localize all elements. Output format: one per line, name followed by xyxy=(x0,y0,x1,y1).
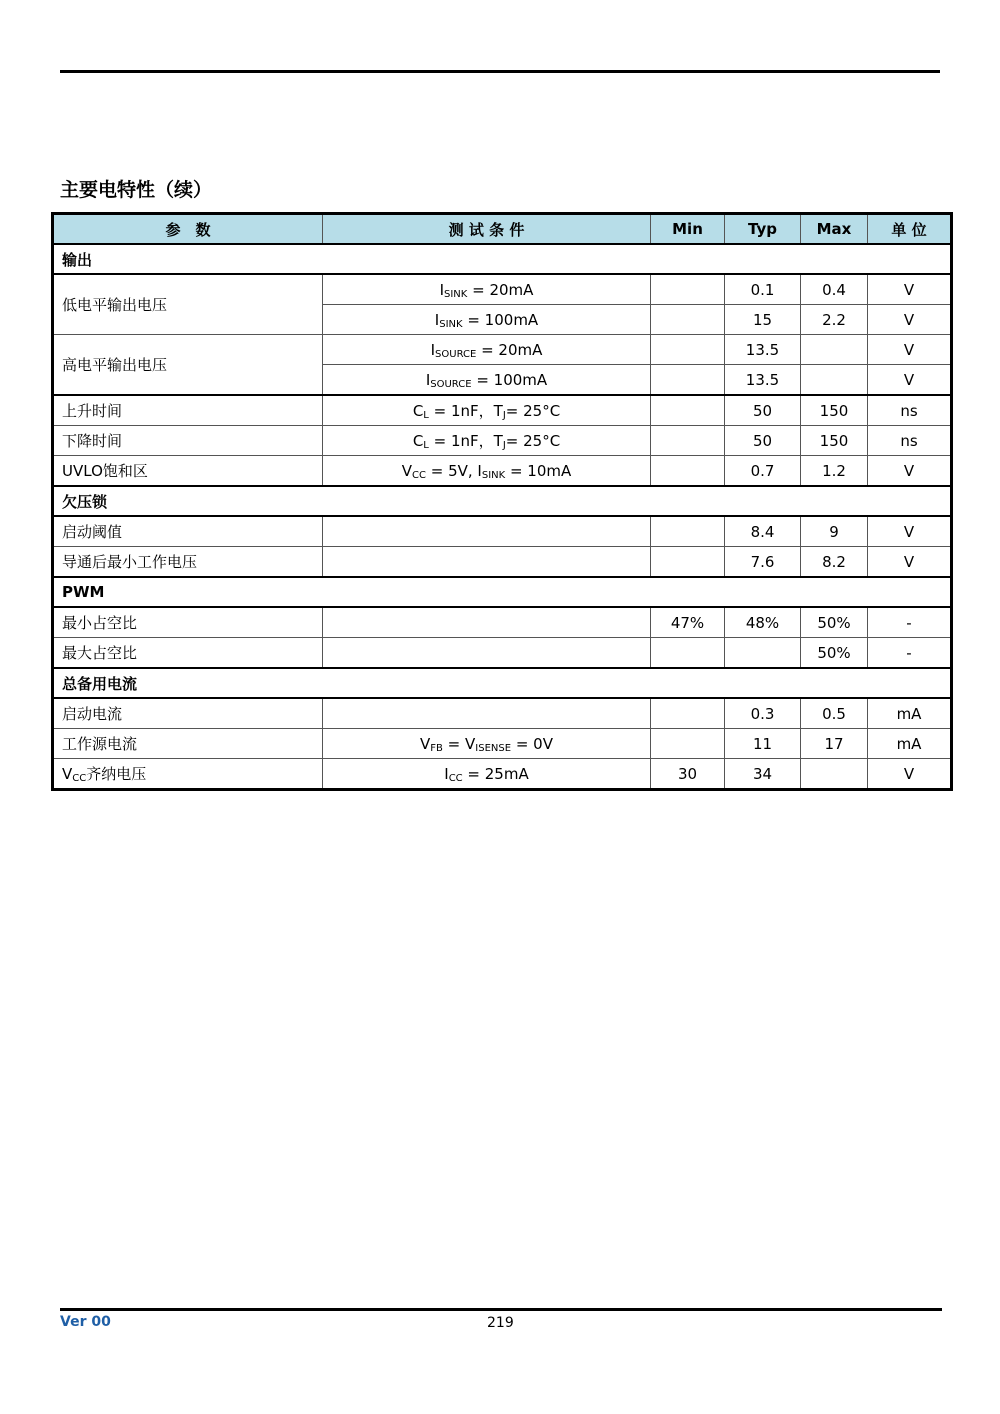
section-title: 主要电特性（续） xyxy=(60,179,213,201)
param-cell: 启动电流 xyxy=(53,698,323,729)
unit-cell: mA xyxy=(868,698,952,729)
param-cell: 下降时间 xyxy=(53,426,323,456)
typ-cell: 48% xyxy=(725,607,801,638)
table-row xyxy=(53,335,952,365)
table-row xyxy=(53,759,952,790)
typ-cell: 34 xyxy=(725,759,801,790)
min-cell xyxy=(651,516,725,547)
param-cell: 导通后最小工作电压 xyxy=(53,547,323,578)
max-cell: 0.4 xyxy=(801,274,868,305)
cond-cell xyxy=(323,638,651,669)
min-cell xyxy=(651,365,725,396)
cond-cell: $I_{SINK} = 20mA$ xyxy=(323,274,651,305)
min-cell xyxy=(651,638,725,669)
table-row xyxy=(53,638,952,669)
min-cell xyxy=(651,274,725,305)
unit-cell: V xyxy=(868,274,952,305)
table-row xyxy=(53,516,952,547)
unit-cell: ns xyxy=(868,426,952,456)
unit-cell: - xyxy=(868,638,952,669)
unit-cell: V xyxy=(868,365,952,396)
cond-cell xyxy=(323,698,651,729)
table-row xyxy=(53,607,952,638)
cond-cell: $V_{FB} = V_{ISENSE} = 0V$ xyxy=(323,729,651,759)
min-cell xyxy=(651,456,725,487)
min-cell: 30 xyxy=(651,759,725,790)
electrical-characteristics-table xyxy=(51,212,953,791)
unit-cell: V xyxy=(868,759,952,790)
cond-cell: $I_{SOURCE} = 100mA$ xyxy=(323,365,651,396)
unit-cell: V xyxy=(868,547,952,578)
max-cell: 1.2 xyxy=(801,456,868,487)
max-cell xyxy=(801,759,868,790)
cond-cell: $C_L = 1nF$，$T_J= 25^\circ C$ xyxy=(323,395,651,426)
max-cell: 50% xyxy=(801,607,868,638)
param-cell: 上升时间 xyxy=(53,395,323,426)
header-cond: 测 试 条 件 xyxy=(323,214,651,245)
header-typ: Typ xyxy=(725,214,801,245)
unit-cell: V xyxy=(868,305,952,335)
typ-cell: 0.3 xyxy=(725,698,801,729)
param-cell: 最大占空比 xyxy=(53,638,323,669)
param-cell: $V_{CC}$齐纳电压 xyxy=(53,759,323,790)
table-row xyxy=(53,698,952,729)
header-row xyxy=(53,214,952,245)
max-cell: 17 xyxy=(801,729,868,759)
max-cell xyxy=(801,365,868,396)
cond-cell xyxy=(323,516,651,547)
group-output: 输出 xyxy=(53,244,952,274)
typ-cell: 11 xyxy=(725,729,801,759)
max-cell xyxy=(801,335,868,365)
group-row xyxy=(53,486,952,516)
typ-cell: 15 xyxy=(725,305,801,335)
param-cell: 工作源电流 xyxy=(53,729,323,759)
group-standby: 总备用电流 xyxy=(53,668,952,698)
unit-cell: V xyxy=(868,335,952,365)
min-cell xyxy=(651,729,725,759)
table-row xyxy=(53,547,952,578)
typ-cell: 8.4 xyxy=(725,516,801,547)
max-cell: 2.2 xyxy=(801,305,868,335)
header-min: Min xyxy=(651,214,725,245)
cond-cell: $I_{CC} = 25mA$ xyxy=(323,759,651,790)
typ-cell: 0.1 xyxy=(725,274,801,305)
min-cell xyxy=(651,335,725,365)
min-cell xyxy=(651,395,725,426)
param-cell: UVLO饱和区 xyxy=(53,456,323,487)
table-row xyxy=(53,456,952,487)
min-cell xyxy=(651,305,725,335)
cond-cell xyxy=(323,547,651,578)
unit-cell: V xyxy=(868,456,952,487)
typ-cell xyxy=(725,638,801,669)
cond-cell xyxy=(323,607,651,638)
max-cell: 150 xyxy=(801,395,868,426)
min-cell: 47% xyxy=(651,607,725,638)
param-cell: 启动阈值 xyxy=(53,516,323,547)
page-number: 219 xyxy=(487,1315,514,1331)
group-pwm: PWM xyxy=(53,577,952,607)
min-cell xyxy=(651,698,725,729)
max-cell: 9 xyxy=(801,516,868,547)
table-row xyxy=(53,729,952,759)
cond-cell: $C_L = 1nF$，$T_J= 25^\circ C$ xyxy=(323,426,651,456)
typ-cell: 50 xyxy=(725,426,801,456)
footer-rule xyxy=(60,1308,942,1311)
typ-cell: 0.7 xyxy=(725,456,801,487)
version-label: Ver 00 xyxy=(60,1314,111,1330)
typ-cell: 13.5 xyxy=(725,365,801,396)
param-cell: 最小占空比 xyxy=(53,607,323,638)
typ-cell: 7.6 xyxy=(725,547,801,578)
group-row xyxy=(53,577,952,607)
max-cell: 50% xyxy=(801,638,868,669)
param-cell: 高电平输出电压 xyxy=(53,335,323,396)
unit-cell: mA xyxy=(868,729,952,759)
param-cell: 低电平输出电压 xyxy=(53,274,323,335)
unit-cell: ns xyxy=(868,395,952,426)
max-cell: 8.2 xyxy=(801,547,868,578)
top-rule xyxy=(60,70,940,73)
max-cell: 0.5 xyxy=(801,698,868,729)
typ-cell: 50 xyxy=(725,395,801,426)
header-param: 参 数 xyxy=(53,214,323,245)
min-cell xyxy=(651,547,725,578)
unit-cell: - xyxy=(868,607,952,638)
group-uvlo: 欠压锁 xyxy=(53,486,952,516)
typ-cell: 13.5 xyxy=(725,335,801,365)
group-row xyxy=(53,668,952,698)
cond-cell: $I_{SOURCE} = 20mA$ xyxy=(323,335,651,365)
table-row xyxy=(53,274,952,305)
table-row xyxy=(53,395,952,426)
cond-cell: $I_{SINK} = 100mA$ xyxy=(323,305,651,335)
cond-cell: $V_{CC} = 5V$, $I_{SINK} = 10mA$ xyxy=(323,456,651,487)
max-cell: 150 xyxy=(801,426,868,456)
min-cell xyxy=(651,426,725,456)
table-row xyxy=(53,426,952,456)
header-unit: 单 位 xyxy=(868,214,952,245)
unit-cell: V xyxy=(868,516,952,547)
group-row xyxy=(53,244,952,274)
header-max: Max xyxy=(801,214,868,245)
